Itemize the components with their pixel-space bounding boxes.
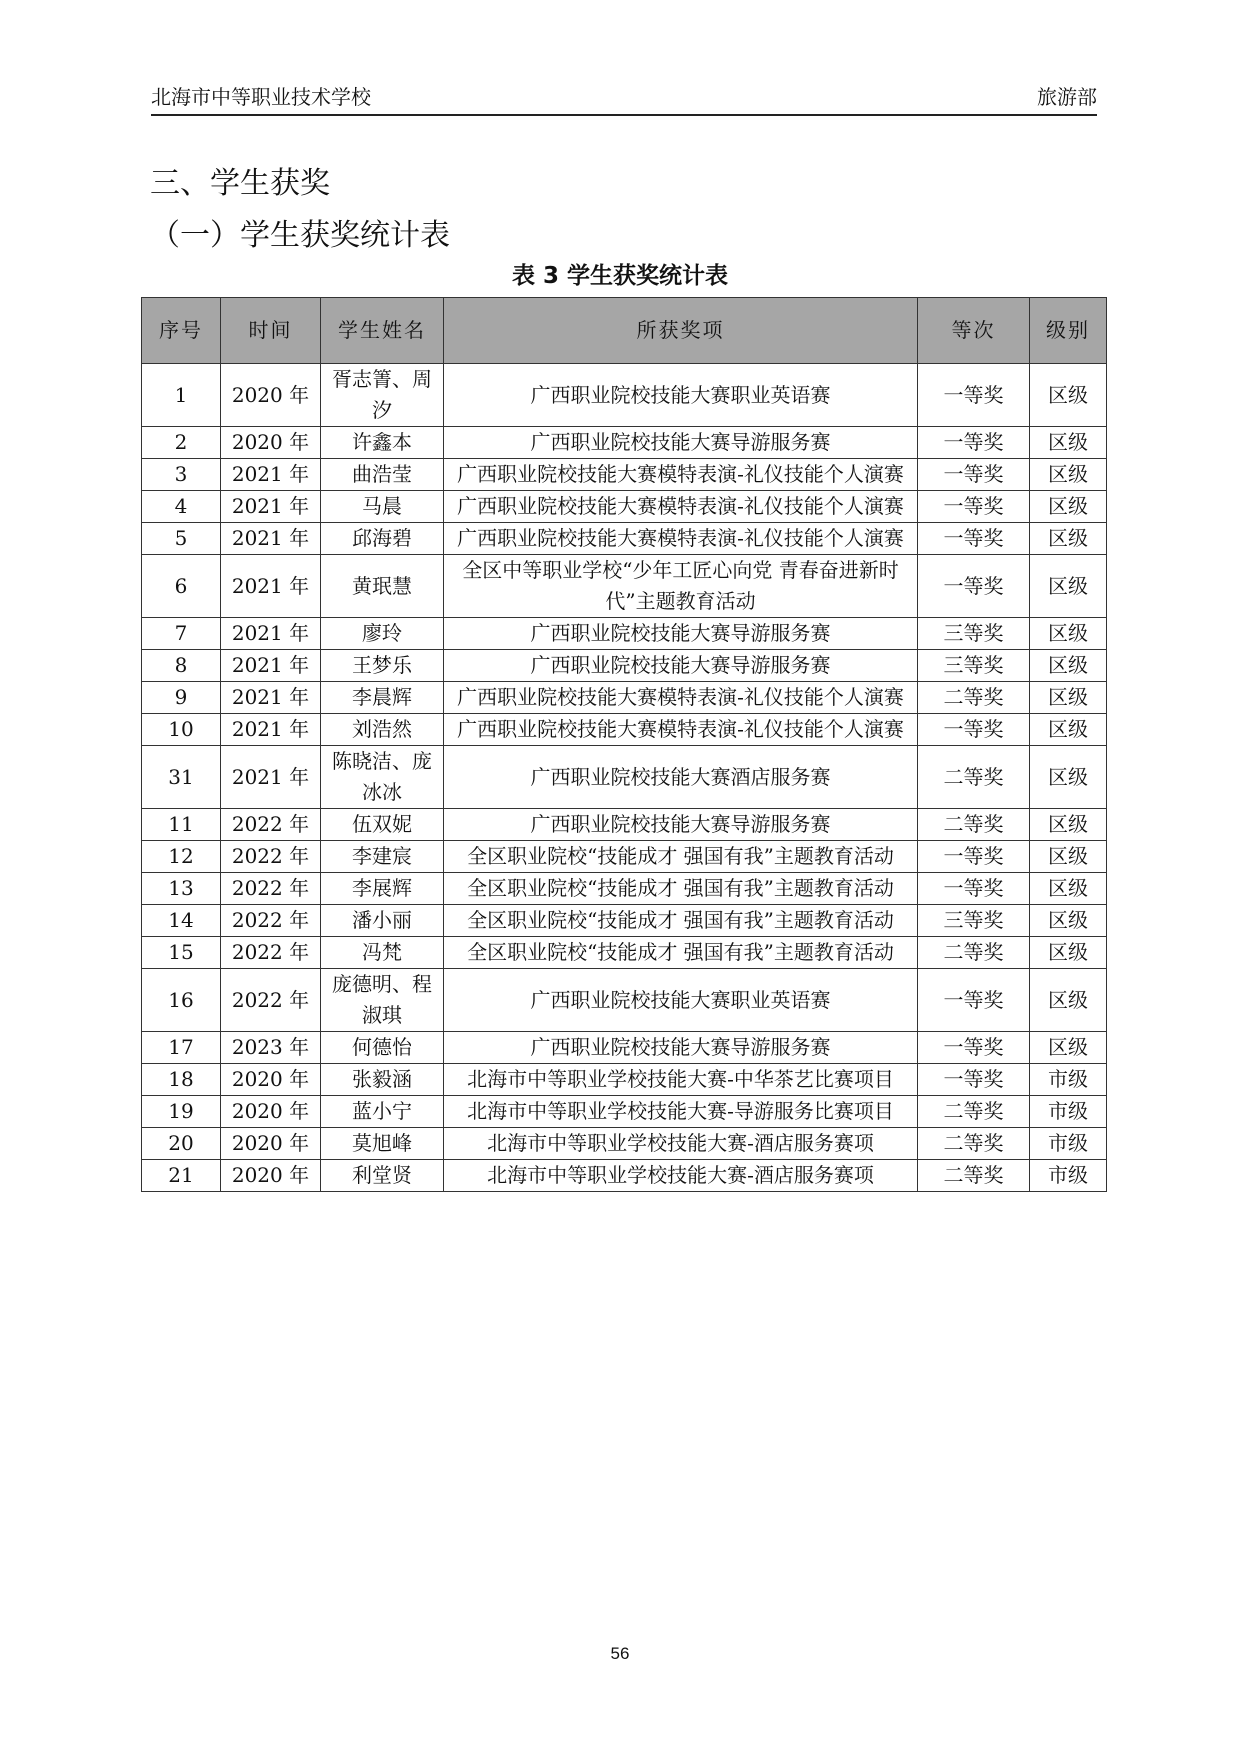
cell-no: 16 — [142, 969, 221, 1032]
cell-year: 2022 年 — [221, 905, 321, 937]
cell-award: 广西职业院校技能大赛导游服务赛 — [444, 809, 918, 841]
cell-rank: 一等奖 — [918, 523, 1030, 555]
cell-name: 张毅涵 — [321, 1064, 444, 1096]
cell-no: 1 — [142, 364, 221, 427]
cell-rank: 一等奖 — [918, 969, 1030, 1032]
cell-level: 市级 — [1030, 1096, 1107, 1128]
table-row — [142, 1096, 1107, 1128]
cell-name: 伍双妮 — [321, 809, 444, 841]
cell-level: 区级 — [1030, 714, 1107, 746]
table-header-row — [142, 298, 1107, 364]
cell-no: 3 — [142, 459, 221, 491]
table-row — [142, 491, 1107, 523]
cell-year: 2020 年 — [221, 427, 321, 459]
cell-award: 广西职业院校技能大赛职业英语赛 — [444, 969, 918, 1032]
cell-award: 北海市中等职业学校技能大赛-中华茶艺比赛项目 — [444, 1064, 918, 1096]
cell-rank: 二等奖 — [918, 937, 1030, 969]
cell-level: 区级 — [1030, 523, 1107, 555]
cell-year: 2020 年 — [221, 1160, 321, 1192]
cell-no: 5 — [142, 523, 221, 555]
cell-no: 19 — [142, 1096, 221, 1128]
cell-name: 冯梵 — [321, 937, 444, 969]
cell-no: 8 — [142, 650, 221, 682]
cell-year: 2021 年 — [221, 523, 321, 555]
subsection-title: （一）学生获奖统计表 — [150, 218, 450, 253]
cell-year: 2020 年 — [221, 1064, 321, 1096]
table-row — [142, 682, 1107, 714]
cell-award: 全区职业院校“技能成才 强国有我”主题教育活动 — [444, 841, 918, 873]
cell-name: 莫旭峰 — [321, 1128, 444, 1160]
cell-rank: 一等奖 — [918, 364, 1030, 427]
cell-level: 区级 — [1030, 1032, 1107, 1064]
cell-year: 2022 年 — [221, 873, 321, 905]
cell-award: 全区职业院校“技能成才 强国有我”主题教育活动 — [444, 905, 918, 937]
cell-rank: 二等奖 — [918, 809, 1030, 841]
cell-rank: 三等奖 — [918, 905, 1030, 937]
cell-year: 2021 年 — [221, 746, 321, 809]
section-title: 三、学生获奖 — [150, 166, 330, 201]
cell-award: 广西职业院校技能大赛导游服务赛 — [444, 1032, 918, 1064]
table-row — [142, 905, 1107, 937]
cell-level: 区级 — [1030, 873, 1107, 905]
cell-rank: 一等奖 — [918, 1032, 1030, 1064]
cell-level: 区级 — [1030, 650, 1107, 682]
table-row — [142, 1160, 1107, 1192]
cell-no: 31 — [142, 746, 221, 809]
cell-level: 市级 — [1030, 1064, 1107, 1096]
cell-award: 广西职业院校技能大赛模特表演-礼仪技能个人演赛 — [444, 459, 918, 491]
cell-name: 黄珉慧 — [321, 555, 444, 618]
cell-rank: 二等奖 — [918, 1160, 1030, 1192]
cell-award: 广西职业院校技能大赛模特表演-礼仪技能个人演赛 — [444, 523, 918, 555]
cell-rank: 一等奖 — [918, 1064, 1030, 1096]
table-row — [142, 523, 1107, 555]
cell-name: 马晨 — [321, 491, 444, 523]
col-header-name: 学生姓名 — [321, 298, 444, 364]
cell-no: 4 — [142, 491, 221, 523]
cell-name: 蓝小宁 — [321, 1096, 444, 1128]
cell-level: 市级 — [1030, 1160, 1107, 1192]
cell-level: 市级 — [1030, 1128, 1107, 1160]
cell-level: 区级 — [1030, 969, 1107, 1032]
cell-award: 北海市中等职业学校技能大赛-酒店服务赛项 — [444, 1128, 918, 1160]
cell-level: 区级 — [1030, 746, 1107, 809]
col-header-award: 所获奖项 — [444, 298, 918, 364]
cell-rank: 三等奖 — [918, 650, 1030, 682]
cell-year: 2022 年 — [221, 969, 321, 1032]
cell-level: 区级 — [1030, 618, 1107, 650]
page-number: 56 — [610, 1644, 630, 1663]
header-department: 旅游部 — [1037, 85, 1097, 109]
cell-year: 2022 年 — [221, 809, 321, 841]
table-row — [142, 555, 1107, 618]
cell-award: 全区中等职业学校“少年工匠心向党 青春奋进新时代”主题教育活动 — [444, 555, 918, 618]
cell-year: 2021 年 — [221, 714, 321, 746]
cell-name: 何德怡 — [321, 1032, 444, 1064]
cell-rank: 一等奖 — [918, 427, 1030, 459]
cell-no: 9 — [142, 682, 221, 714]
cell-rank: 二等奖 — [918, 682, 1030, 714]
cell-year: 2020 年 — [221, 364, 321, 427]
table-row — [142, 618, 1107, 650]
cell-name: 许鑫本 — [321, 427, 444, 459]
cell-name: 李建宸 — [321, 841, 444, 873]
cell-year: 2022 年 — [221, 841, 321, 873]
cell-award: 北海市中等职业学校技能大赛-导游服务比赛项目 — [444, 1096, 918, 1128]
cell-no: 14 — [142, 905, 221, 937]
cell-no: 17 — [142, 1032, 221, 1064]
cell-name: 廖玲 — [321, 618, 444, 650]
table-row — [142, 873, 1107, 905]
cell-year: 2021 年 — [221, 555, 321, 618]
table-row — [142, 969, 1107, 1032]
table-row — [142, 1128, 1107, 1160]
cell-rank: 二等奖 — [918, 746, 1030, 809]
cell-no: 21 — [142, 1160, 221, 1192]
cell-level: 区级 — [1030, 427, 1107, 459]
cell-rank: 一等奖 — [918, 714, 1030, 746]
cell-no: 12 — [142, 841, 221, 873]
table-caption: 表 3 学生获奖统计表 — [511, 263, 729, 289]
cell-level: 区级 — [1030, 491, 1107, 523]
cell-award: 全区职业院校“技能成才 强国有我”主题教育活动 — [444, 937, 918, 969]
cell-rank: 三等奖 — [918, 618, 1030, 650]
table-row — [142, 937, 1107, 969]
cell-rank: 一等奖 — [918, 873, 1030, 905]
col-header-rank: 等次 — [918, 298, 1030, 364]
table-row — [142, 459, 1107, 491]
table-row — [142, 809, 1107, 841]
cell-award: 广西职业院校技能大赛导游服务赛 — [444, 427, 918, 459]
cell-name: 刘浩然 — [321, 714, 444, 746]
table-body — [142, 364, 1107, 1192]
table-row — [142, 841, 1107, 873]
cell-award: 北海市中等职业学校技能大赛-酒店服务赛项 — [444, 1160, 918, 1192]
cell-name: 利堂贤 — [321, 1160, 444, 1192]
col-header-no: 序号 — [142, 298, 221, 364]
cell-name: 庞德明、程淑琪 — [321, 969, 444, 1032]
cell-award: 广西职业院校技能大赛模特表演-礼仪技能个人演赛 — [444, 682, 918, 714]
col-header-year: 时间 — [221, 298, 321, 364]
col-header-level: 级别 — [1030, 298, 1107, 364]
cell-no: 18 — [142, 1064, 221, 1096]
page-header — [151, 86, 1097, 116]
cell-name: 潘小丽 — [321, 905, 444, 937]
cell-award: 广西职业院校技能大赛导游服务赛 — [444, 618, 918, 650]
cell-name: 胥志箐、周汐 — [321, 364, 444, 427]
cell-year: 2020 年 — [221, 1128, 321, 1160]
cell-year: 2021 年 — [221, 682, 321, 714]
cell-award: 广西职业院校技能大赛导游服务赛 — [444, 650, 918, 682]
table-row — [142, 714, 1107, 746]
cell-level: 区级 — [1030, 459, 1107, 491]
cell-award: 广西职业院校技能大赛酒店服务赛 — [444, 746, 918, 809]
cell-name: 王梦乐 — [321, 650, 444, 682]
cell-rank: 一等奖 — [918, 459, 1030, 491]
cell-no: 7 — [142, 618, 221, 650]
cell-no: 11 — [142, 809, 221, 841]
cell-name: 曲浩莹 — [321, 459, 444, 491]
cell-rank: 一等奖 — [918, 841, 1030, 873]
cell-level: 区级 — [1030, 809, 1107, 841]
table-row — [142, 427, 1107, 459]
cell-level: 区级 — [1030, 905, 1107, 937]
table-row — [142, 1064, 1107, 1096]
table-row — [142, 364, 1107, 427]
cell-year: 2021 年 — [221, 459, 321, 491]
cell-year: 2022 年 — [221, 937, 321, 969]
cell-no: 15 — [142, 937, 221, 969]
cell-rank: 二等奖 — [918, 1096, 1030, 1128]
cell-no: 13 — [142, 873, 221, 905]
cell-rank: 一等奖 — [918, 555, 1030, 618]
cell-no: 20 — [142, 1128, 221, 1160]
awards-table — [141, 297, 1107, 1192]
cell-name: 陈晓洁、庞冰冰 — [321, 746, 444, 809]
cell-name: 李展辉 — [321, 873, 444, 905]
cell-rank: 二等奖 — [918, 1128, 1030, 1160]
cell-award: 广西职业院校技能大赛职业英语赛 — [444, 364, 918, 427]
cell-year: 2021 年 — [221, 618, 321, 650]
cell-level: 区级 — [1030, 682, 1107, 714]
cell-award: 广西职业院校技能大赛模特表演-礼仪技能个人演赛 — [444, 491, 918, 523]
cell-year: 2021 年 — [221, 650, 321, 682]
cell-year: 2023 年 — [221, 1032, 321, 1064]
cell-year: 2021 年 — [221, 491, 321, 523]
cell-level: 区级 — [1030, 364, 1107, 427]
table-row — [142, 1032, 1107, 1064]
cell-award: 全区职业院校“技能成才 强国有我”主题教育活动 — [444, 873, 918, 905]
table-row — [142, 650, 1107, 682]
cell-award: 广西职业院校技能大赛模特表演-礼仪技能个人演赛 — [444, 714, 918, 746]
cell-no: 2 — [142, 427, 221, 459]
cell-name: 李晨辉 — [321, 682, 444, 714]
cell-level: 区级 — [1030, 555, 1107, 618]
table-row — [142, 746, 1107, 809]
cell-level: 区级 — [1030, 841, 1107, 873]
cell-rank: 一等奖 — [918, 491, 1030, 523]
header-school: 北海市中等职业技术学校 — [151, 85, 371, 109]
cell-no: 10 — [142, 714, 221, 746]
cell-name: 邱海碧 — [321, 523, 444, 555]
cell-no: 6 — [142, 555, 221, 618]
cell-year: 2020 年 — [221, 1096, 321, 1128]
cell-level: 区级 — [1030, 937, 1107, 969]
